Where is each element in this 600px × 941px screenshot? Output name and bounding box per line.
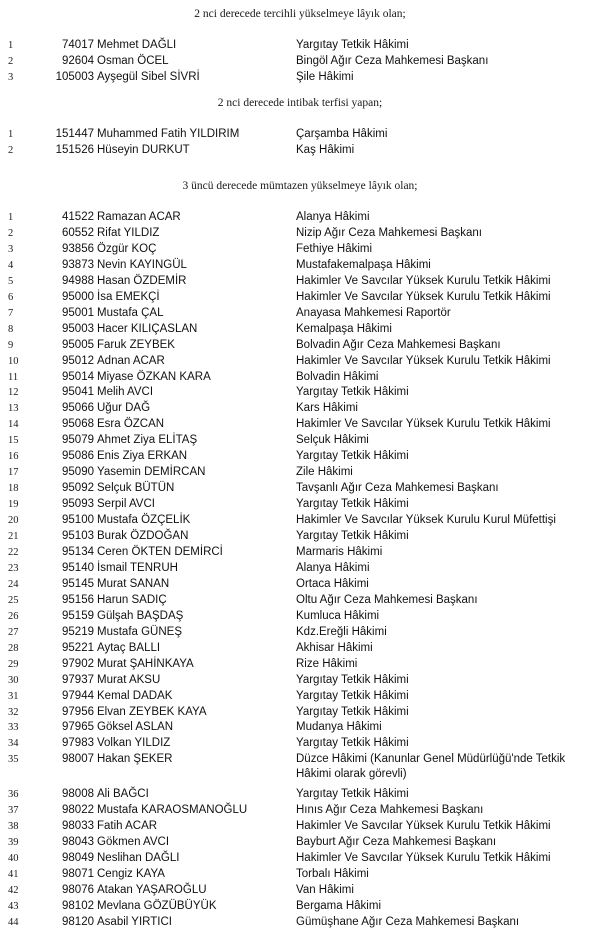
registry-number: 95086 bbox=[62, 450, 94, 463]
row-number: 20 bbox=[8, 515, 19, 526]
registry-number: 98120 bbox=[62, 915, 94, 928]
list-item bbox=[0, 306, 600, 321]
position-title: Hakimler Ve Savcılar Yüksek Kurulu Tetkik Hâkimi bbox=[296, 418, 551, 431]
row-number: 1 bbox=[8, 40, 14, 51]
person-name: Aytaç BALLI bbox=[97, 641, 161, 654]
list-item bbox=[0, 127, 600, 142]
person-name: Neslihan DAĞLI bbox=[97, 852, 180, 864]
person-name: Esra ÖZCAN bbox=[97, 418, 165, 431]
person-name: Özgür KOÇ bbox=[97, 242, 157, 255]
row-number: 10 bbox=[8, 355, 19, 367]
registry-number: 95005 bbox=[62, 338, 94, 351]
row-number: 18 bbox=[8, 483, 19, 495]
row-number: 31 bbox=[8, 690, 19, 702]
registry-number: 97902 bbox=[62, 657, 94, 670]
row-number: 9 bbox=[8, 339, 14, 351]
row-number: 35 bbox=[8, 754, 19, 766]
row-number: 23 bbox=[8, 562, 19, 574]
row-number: 14 bbox=[8, 419, 19, 431]
registry-number: 95156 bbox=[62, 593, 94, 606]
list-item bbox=[0, 258, 600, 273]
person-name: Hacer KILIÇASLAN bbox=[97, 322, 198, 335]
registry-number: 95041 bbox=[62, 386, 94, 399]
row-number: 17 bbox=[8, 467, 19, 479]
list-item bbox=[0, 673, 600, 688]
registry-number: 93856 bbox=[62, 242, 94, 255]
registry-number: 95140 bbox=[62, 561, 94, 574]
list-item bbox=[0, 720, 600, 735]
registry-number: 97956 bbox=[62, 705, 94, 718]
position-title: Tavşanlı Ağır Ceza Mahkemesi Başkanı bbox=[296, 482, 499, 495]
list-item bbox=[0, 465, 600, 480]
person-name: Ceren ÖKTEN DEMİRCİ bbox=[97, 545, 223, 558]
position-title: Torbalı Hâkimi bbox=[296, 868, 369, 880]
row-number: 11 bbox=[8, 371, 19, 383]
position-title: Hakimler Ve Savcılar Yüksek Kurulu Kurul Müfettişi bbox=[296, 514, 556, 526]
row-number: 32 bbox=[8, 706, 19, 718]
position-title: Zile Hâkimi bbox=[296, 466, 353, 479]
person-name: Hüseyin DURKUT bbox=[97, 143, 190, 156]
registry-number: 95134 bbox=[62, 545, 94, 558]
row-number: 3 bbox=[8, 71, 14, 83]
list-item bbox=[0, 883, 600, 898]
row-number: 25 bbox=[8, 594, 19, 606]
person-name: Gökmen AVCI bbox=[97, 836, 170, 849]
person-name: Atakan YAŞAROĞLU bbox=[97, 883, 207, 896]
position-title: Akhisar Hâkimi bbox=[296, 641, 373, 654]
list-item bbox=[0, 354, 600, 369]
list-item bbox=[0, 143, 600, 158]
position-title: Yargıtay Tetkik Hâkimi bbox=[296, 788, 409, 801]
row-number: 28 bbox=[8, 642, 19, 654]
row-number: 8 bbox=[8, 323, 14, 335]
list-item bbox=[0, 210, 600, 225]
list-item bbox=[0, 54, 600, 69]
row-number: 12 bbox=[8, 387, 19, 399]
registry-number: 95093 bbox=[62, 498, 94, 511]
person-name: Rifat YILDIZ bbox=[97, 226, 160, 239]
list-item bbox=[0, 736, 600, 751]
registry-number: 95221 bbox=[62, 641, 94, 654]
registry-number: 74017 bbox=[62, 39, 94, 51]
list-item bbox=[0, 497, 600, 512]
list-item bbox=[0, 625, 600, 640]
person-name: Faruk ZEYBEK bbox=[97, 338, 175, 351]
position-title: Yargıtay Tetkik Hâkimi bbox=[296, 386, 409, 399]
position-title: Alanya Hâkimi bbox=[296, 211, 370, 223]
position-title: Yargıtay Tetkik Hâkimi bbox=[296, 498, 409, 511]
registry-number: 95014 bbox=[62, 370, 94, 383]
list-item bbox=[0, 545, 600, 560]
row-number: 19 bbox=[8, 499, 19, 511]
position-title: Yargıtay Tetkik Hâkimi bbox=[296, 673, 409, 686]
row-number: 13 bbox=[8, 403, 19, 415]
person-name: Mehmet DAĞLI bbox=[97, 39, 177, 51]
row-number: 43 bbox=[8, 900, 19, 912]
row-number: 30 bbox=[8, 674, 19, 686]
position-title: Yargıtay Tetkik Hâkimi bbox=[296, 450, 409, 463]
registry-number: 98049 bbox=[62, 852, 94, 864]
list-item bbox=[0, 338, 600, 353]
registry-number: 151447 bbox=[55, 128, 94, 140]
row-number: 40 bbox=[8, 853, 19, 864]
row-number: 3 bbox=[8, 243, 14, 255]
list-item bbox=[0, 370, 600, 385]
row-number: 2 bbox=[8, 56, 14, 67]
registry-number: 98008 bbox=[62, 788, 94, 801]
registry-number: 98043 bbox=[62, 836, 94, 849]
person-name: Mustafa GÜNEŞ bbox=[97, 625, 182, 638]
list-item bbox=[0, 226, 600, 241]
row-number: 44 bbox=[8, 916, 19, 928]
registry-number: 95079 bbox=[62, 434, 94, 447]
person-name: Elvan ZEYBEK KAYA bbox=[97, 705, 207, 718]
person-name: Cengiz KAYA bbox=[97, 868, 165, 880]
position-title: Hakimler Ve Savcılar Yüksek Kurulu Tetkik Hâkimi bbox=[296, 354, 551, 367]
position-title: Marmaris Hâkimi bbox=[296, 545, 383, 558]
registry-number: 98076 bbox=[62, 883, 94, 896]
position-title: Yargıtay Tetkik Hâkimi bbox=[296, 705, 409, 718]
position-title: Kdz.Ereğli Hâkimi bbox=[296, 625, 387, 638]
person-name: Hakan ŞEKER bbox=[97, 753, 173, 766]
position-title: Alanya Hâkimi bbox=[296, 561, 370, 574]
section-heading: 2 nci derecede tercihli yükselmeye lâyık olan; bbox=[194, 8, 406, 20]
registry-number: 41522 bbox=[62, 211, 94, 223]
position-title: Mudanya Hâkimi bbox=[296, 721, 382, 734]
row-number: 7 bbox=[8, 307, 14, 319]
list-item bbox=[0, 70, 600, 85]
registry-number: 98102 bbox=[62, 899, 94, 912]
person-name: Miyase ÖZKAN KARA bbox=[97, 370, 211, 383]
person-name: Burak ÖZDOĞAN bbox=[97, 530, 189, 542]
list-item bbox=[0, 513, 600, 528]
list-item bbox=[0, 819, 600, 834]
position-title: Bergama Hâkimi bbox=[296, 899, 381, 912]
person-name: Mevlana GÖZÜBÜYÜK bbox=[97, 899, 217, 912]
row-number: 27 bbox=[8, 626, 19, 638]
registry-number: 93873 bbox=[62, 258, 94, 271]
person-name: Serpil AVCI bbox=[97, 498, 155, 511]
person-name: Nevin KAYINGÜL bbox=[97, 258, 187, 271]
list-item bbox=[0, 417, 600, 432]
row-number: 4 bbox=[8, 259, 14, 271]
registry-number: 95103 bbox=[62, 530, 94, 542]
list-item bbox=[0, 561, 600, 576]
position-title: Hakimler Ve Savcılar Yüksek Kurulu Tetkik Hâkimi bbox=[296, 852, 551, 864]
position-title: Çarşamba Hâkimi bbox=[296, 128, 388, 140]
position-title: Yargıtay Tetkik Hâkimi bbox=[296, 39, 409, 51]
list-item bbox=[0, 242, 600, 257]
person-name: Mustafa ÇAL bbox=[97, 306, 164, 319]
person-name: Harun SADIÇ bbox=[97, 593, 167, 606]
row-number: 2 bbox=[8, 144, 14, 156]
list-item bbox=[0, 915, 600, 930]
person-name: Ahmet Ziya ELİTAŞ bbox=[97, 434, 198, 447]
position-title: Mustafakemalpaşa Hâkimi bbox=[296, 258, 431, 271]
registry-number: 97937 bbox=[62, 673, 94, 686]
person-name: Ramazan ACAR bbox=[97, 211, 181, 223]
row-number: 38 bbox=[8, 821, 19, 833]
list-item bbox=[0, 899, 600, 914]
person-name: Muhammed Fatih YILDIRIM bbox=[97, 128, 240, 140]
registry-number: 95001 bbox=[62, 306, 94, 319]
registry-number: 95068 bbox=[62, 418, 94, 431]
registry-number: 95092 bbox=[62, 482, 94, 495]
list-item bbox=[0, 657, 600, 672]
person-name: Mustafa KARAOSMANOĞLU bbox=[97, 804, 248, 817]
list-item bbox=[0, 705, 600, 720]
person-name: Enis Ziya ERKAN bbox=[97, 450, 188, 463]
person-name: Göksel ASLAN bbox=[97, 721, 174, 734]
registry-number: 97944 bbox=[62, 689, 94, 702]
registry-number: 95003 bbox=[62, 322, 94, 335]
person-name: Yasemin DEMİRCAN bbox=[97, 466, 206, 479]
section-heading: 3 üncü derecede mümtazen yükselmeye lâyık olan; bbox=[182, 180, 418, 192]
registry-number: 95100 bbox=[62, 514, 94, 526]
position-title: Bayburt Ağır Ceza Mahkemesi Başkanı bbox=[296, 836, 497, 849]
position-title: Şile Hâkimi bbox=[296, 70, 354, 83]
row-number: 5 bbox=[8, 275, 14, 287]
registry-number: 97983 bbox=[62, 737, 94, 750]
position-title: Yargıtay Tetkik Hâkimi bbox=[296, 737, 409, 750]
registry-number: 60552 bbox=[62, 226, 94, 239]
position-title: Gümüşhane Ağır Ceza Mahkemesi Başkanı bbox=[296, 915, 520, 928]
position-title: Bingöl Ağır Ceza Mahkemesi Başkanı bbox=[296, 55, 489, 67]
registry-number: 95159 bbox=[62, 609, 94, 622]
row-number: 29 bbox=[8, 658, 19, 670]
registry-number: 97965 bbox=[62, 721, 94, 734]
position-title: Kars Hâkimi bbox=[296, 402, 358, 415]
person-name: Ayşegül Sibel SİVRİ bbox=[97, 70, 200, 83]
registry-number: 151526 bbox=[55, 143, 94, 156]
registry-number: 95090 bbox=[62, 466, 94, 479]
person-name: İsa EMEKÇİ bbox=[97, 290, 160, 303]
list-item bbox=[0, 867, 600, 882]
person-name: Kemal DADAK bbox=[97, 689, 173, 702]
position-title: Hınıs Ağır Ceza Mahkemesi Başkanı bbox=[296, 804, 484, 817]
person-name: Murat ŞAHİNKAYA bbox=[97, 657, 194, 670]
registry-number: 95000 bbox=[62, 290, 94, 303]
position-title: Ortaca Hâkimi bbox=[296, 577, 369, 590]
row-number: 21 bbox=[8, 531, 19, 542]
person-name: Adnan ACAR bbox=[97, 354, 165, 367]
row-number: 16 bbox=[8, 451, 19, 463]
person-name: Hasan ÖZDEMİR bbox=[97, 274, 187, 287]
row-number: 42 bbox=[8, 884, 19, 896]
row-number: 1 bbox=[8, 212, 14, 223]
position-title: Bolvadin Ağır Ceza Mahkemesi Başkanı bbox=[296, 338, 501, 351]
list-item bbox=[0, 577, 600, 592]
person-name: Mustafa ÖZÇELİK bbox=[97, 514, 191, 526]
position-title: Yargıtay Tetkik Hâkimi bbox=[296, 530, 409, 542]
person-name: Fatih ACAR bbox=[97, 820, 158, 833]
section-heading: 2 nci derecede intibak terfisi yapan; bbox=[217, 97, 383, 109]
position-title: Hakimler Ve Savcılar Yüksek Kurulu Tetkik Hâkimi bbox=[296, 820, 551, 833]
person-name: Murat SANAN bbox=[97, 577, 170, 590]
row-number: 33 bbox=[8, 722, 19, 734]
position-title: Hakimler Ve Savcılar Yüksek Kurulu Tetkik Hâkimi bbox=[296, 274, 551, 287]
registry-number: 98022 bbox=[62, 804, 94, 817]
list-item bbox=[0, 851, 600, 866]
position-title: Düzce Hâkimi (Kanunlar Genel Müdürlüğü'nde Tetkik Hâkimi olarak görevli) bbox=[296, 753, 566, 781]
registry-number: 95012 bbox=[62, 354, 94, 367]
list-item bbox=[0, 609, 600, 624]
registry-number: 98007 bbox=[62, 753, 94, 766]
position-title: Nizip Ağır Ceza Mahkemesi Başkanı bbox=[296, 226, 482, 239]
position-title: Anayasa Mahkemesi Raportör bbox=[296, 306, 451, 319]
row-number: 24 bbox=[8, 578, 19, 590]
position-title: Kemalpaşa Hâkimi bbox=[296, 322, 392, 335]
registry-number: 92604 bbox=[62, 55, 94, 67]
list-item bbox=[0, 481, 600, 496]
position-title: Yargıtay Tetkik Hâkimi bbox=[296, 689, 409, 702]
registry-number: 98071 bbox=[62, 868, 94, 880]
row-number: 15 bbox=[8, 435, 19, 447]
person-name: Asabil YIRTICI bbox=[97, 915, 172, 928]
list-item bbox=[0, 322, 600, 337]
list-item bbox=[0, 385, 600, 400]
registry-number: 105003 bbox=[55, 70, 94, 83]
position-title: Rize Hâkimi bbox=[296, 657, 358, 670]
person-name: Uğur DAĞ bbox=[97, 402, 151, 415]
position-title: Fethiye Hâkimi bbox=[296, 242, 373, 255]
list-item bbox=[0, 752, 600, 781]
person-name: Volkan YILDIZ bbox=[97, 737, 171, 750]
position-title: Selçuk Hâkimi bbox=[296, 434, 369, 447]
person-name: İsmail TENRUH bbox=[97, 561, 178, 574]
registry-number: 94988 bbox=[62, 274, 94, 287]
list-item bbox=[0, 529, 600, 544]
row-number: 6 bbox=[8, 291, 14, 303]
row-number: 2 bbox=[8, 227, 14, 239]
person-name: Osman ÖCEL bbox=[97, 55, 169, 67]
list-item bbox=[0, 835, 600, 850]
list-item bbox=[0, 401, 600, 416]
row-number: 36 bbox=[8, 789, 19, 801]
list-item bbox=[0, 787, 600, 802]
row-number: 1 bbox=[8, 129, 14, 140]
position-title: Bolvadin Hâkimi bbox=[296, 370, 379, 383]
position-title: Kaş Hâkimi bbox=[296, 143, 355, 156]
registry-number: 98033 bbox=[62, 820, 94, 833]
list-item bbox=[0, 593, 600, 608]
list-item bbox=[0, 274, 600, 289]
list-item bbox=[0, 290, 600, 305]
position-title: Kumluca Hâkimi bbox=[296, 609, 380, 622]
registry-number: 95219 bbox=[62, 625, 94, 638]
list-item bbox=[0, 449, 600, 464]
position-title: Oltu Ağır Ceza Mahkemesi Başkanı bbox=[296, 593, 478, 606]
person-name: Selçuk BÜTÜN bbox=[97, 482, 175, 495]
list-item bbox=[0, 641, 600, 656]
row-number: 26 bbox=[8, 610, 19, 622]
person-name: Melih AVCI bbox=[97, 386, 154, 399]
row-number: 41 bbox=[8, 869, 19, 880]
registry-number: 95145 bbox=[62, 577, 94, 590]
person-name: Gülşah BAŞDAŞ bbox=[97, 609, 184, 622]
row-number: 39 bbox=[8, 837, 19, 849]
position-title: Hakimler Ve Savcılar Yüksek Kurulu Tetkik Hâkimi bbox=[296, 290, 551, 303]
list-item bbox=[0, 433, 600, 448]
position-title: Van Hâkimi bbox=[296, 883, 354, 896]
person-name: Murat AKSU bbox=[97, 673, 161, 686]
row-number: 34 bbox=[8, 738, 19, 750]
person-name: Ali BAĞCI bbox=[97, 788, 149, 801]
list-item bbox=[0, 803, 600, 818]
list-item bbox=[0, 689, 600, 704]
row-number: 22 bbox=[8, 546, 19, 558]
list-item bbox=[0, 38, 600, 53]
row-number: 37 bbox=[8, 805, 19, 817]
registry-number: 95066 bbox=[62, 402, 94, 415]
